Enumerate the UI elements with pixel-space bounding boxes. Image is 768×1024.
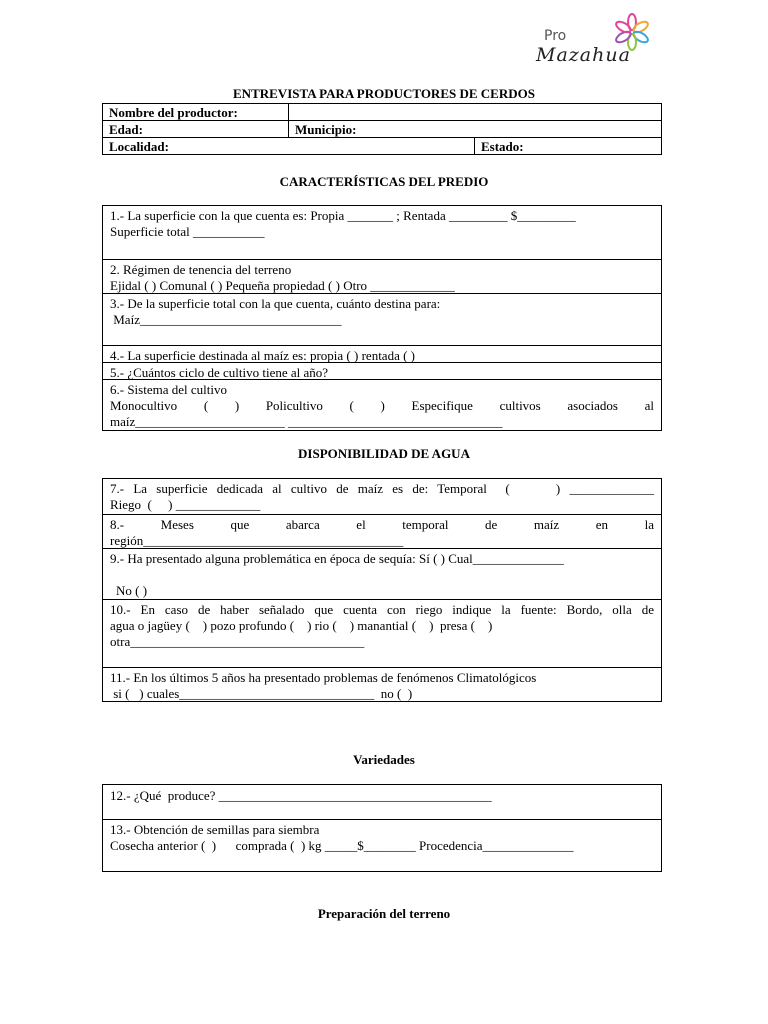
section-title-predio: CARACTERÍSTICAS DEL PREDIO bbox=[279, 174, 489, 189]
q6-line3: maíz_______________________ _________________________________ bbox=[110, 414, 503, 429]
q2-line2: Ejidal ( ) Comunal ( ) Pequeña propiedad ( ) Otro _____________ bbox=[110, 278, 455, 293]
question-10[interactable] bbox=[103, 599, 661, 667]
logo-name-text: Mazahua bbox=[536, 44, 631, 66]
estado-label: Estado: bbox=[475, 138, 662, 155]
q11-line2: si ( ) cuales______________________________ no ( ) bbox=[110, 686, 413, 701]
producer-info-table bbox=[102, 103, 662, 155]
section-title-agua: DISPONIBILIDAD DE AGUA bbox=[298, 446, 470, 461]
logo-pro-text: Pro bbox=[544, 28, 567, 44]
agua-questions-box bbox=[102, 478, 662, 702]
variedades-questions-box bbox=[102, 784, 662, 872]
question-2[interactable] bbox=[103, 259, 661, 293]
q10-line1: 10.- En caso de haber señalado que cuenta con riego indique la fuente: Bordo, olla de bbox=[110, 602, 654, 617]
q5-text: 5.- ¿Cuántos ciclo de cultivo tiene al año? bbox=[110, 365, 329, 379]
localidad-label: Localidad: bbox=[103, 138, 475, 155]
q3-line1: 3.- De la superficie total con la que cuenta, cuánto destina para: bbox=[110, 296, 441, 311]
page-title: ENTREVISTA PARA PRODUCTORES DE CERDOS bbox=[233, 86, 535, 101]
q7-line2: Riego ( ) _____________ bbox=[110, 497, 261, 512]
question-6[interactable] bbox=[103, 379, 661, 430]
q10-line2: agua o jagüey ( ) pozo profundo ( ) rio ( ) manantial ( ) presa ( ) bbox=[110, 618, 493, 633]
section-title-variedades: Variedades bbox=[353, 752, 415, 767]
q6-line2: Monocultivo ( ) Policultivo ( ) Especifique cultivos asociados al bbox=[110, 398, 654, 413]
q8-line2: región________________________________________ bbox=[110, 533, 404, 548]
q1-line2: Superficie total ___________ bbox=[110, 224, 265, 239]
question-8[interactable] bbox=[103, 514, 661, 548]
nombre-label: Nombre del productor: bbox=[103, 104, 289, 121]
edad-label: Edad: bbox=[103, 121, 289, 138]
q2-line1: 2. Régimen de tenencia del terreno bbox=[110, 262, 292, 277]
question-7[interactable] bbox=[103, 479, 661, 514]
q12-text: 12.- ¿Qué produce? __________________________________________ bbox=[110, 788, 492, 803]
q8-line1: 8.- Meses que abarca el temporal de maíz en la bbox=[110, 517, 654, 532]
question-9[interactable] bbox=[103, 548, 661, 599]
q13-line1: 13.- Obtención de semillas para siembra bbox=[110, 822, 320, 837]
q4-text: 4.- La superficie destinada al maíz es: propia ( ) rentada ( ) bbox=[110, 348, 415, 362]
municipio-label: Municipio: bbox=[289, 121, 662, 138]
q1-line1: 1.- La superficie con la que cuenta es: Propia _______ ; Rentada _________ $_________ bbox=[110, 208, 576, 223]
section-title-preparacion: Preparación del terreno bbox=[317, 906, 451, 921]
question-13[interactable] bbox=[103, 819, 661, 871]
q13-line2: Cosecha anterior ( ) comprada ( ) kg _____$________ Procedencia______________ bbox=[110, 838, 574, 853]
question-11[interactable] bbox=[103, 667, 661, 701]
q9-line1: 9.- Ha presentado alguna problemática en época de sequía: Sí ( ) Cual______________ bbox=[110, 551, 564, 566]
question-4[interactable] bbox=[103, 345, 661, 362]
q3-line2: Maíz_______________________________ bbox=[110, 312, 342, 327]
question-1[interactable] bbox=[103, 206, 661, 259]
question-3[interactable] bbox=[103, 293, 661, 345]
q9-line2: No ( ) bbox=[116, 583, 148, 598]
pro-mazahua-logo bbox=[536, 12, 660, 68]
nombre-field[interactable] bbox=[289, 104, 662, 121]
predio-questions-box bbox=[102, 205, 662, 431]
question-12[interactable] bbox=[103, 785, 661, 819]
q10-line3: otra____________________________________ bbox=[110, 634, 365, 649]
q11-line1: 11.- En los últimos 5 años ha presentado problemas de fenómenos Climatológicos bbox=[110, 670, 537, 685]
question-5[interactable] bbox=[103, 362, 661, 379]
q6-line1: 6.- Sistema del cultivo bbox=[110, 382, 227, 397]
q7-line1: 7.- La superficie dedicada al cultivo de maíz es de: Temporal ( ) _____________ bbox=[110, 481, 654, 496]
